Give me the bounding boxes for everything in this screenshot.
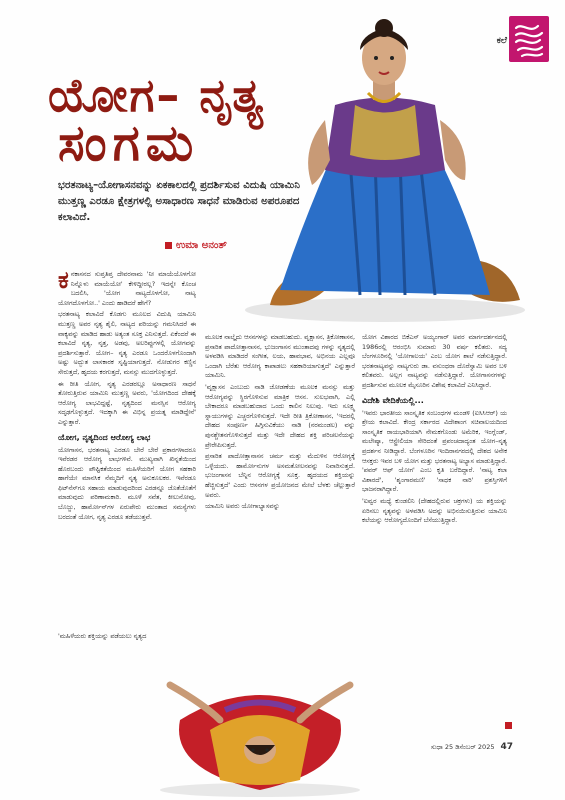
article-column-1-end [58,632,196,644]
article-column-2 [205,333,355,514]
dancer-photo-top [240,10,530,325]
paragraph: ಮೂಲಕ ನಾಲ್ಕೈದು ಆಸನಗಳನ್ನು ಮಾಡಬಹುದು. ವೃಕ್ಷಾಸನ, ತ್ರಿಕೋಣಾಸನ, ಪ್ರಸಾರಿತ ಪಾದೋತ್ತಾನಾಸನ, ಭುಜಂಗಾಸನ ಮುಂತಾದವು ಗಳನ್ನು ನೃತ್ಯದಲ್ಲಿ ಅಳವಡಿಸಿ ಮಾಡಿದರೆ ಸಂಗೀತ, ಲಯ, ಹಾವಭಾವ, ಅಭಿನಯ ಎಲ್ಲವೂ ಒಂದಾಗಿ ಬೆರೆತು ಆರೋಗ್ಯ ಕಾಪಾಡಲು ಸಹಕಾರಿಯಾಗುತ್ತದೆ' ಎನ್ನುತ್ತಾರೆ ಯಾಮಿನಿ. [205,333,355,380]
byline-marker-icon [165,242,172,249]
article-end-marker-icon [505,722,512,729]
paragraph: ಪ್ರಸಾರಿತ ಪಾದೋತ್ತಾನಾಸನ ಚರ್ಮ ಮತ್ತು ಮೆದುಳಿನ ಆರೋಗ್ಯಕ್ಕೆ ಒಳ್ಳೆಯದು. ಹಾರ್ಮೋನುಗಳ ಅಸಮತೋಲನವನ್ನು ನಿವಾರಿಸುತ್ತದೆ. ಭುಜಂಗಾಸನ ಬೆನ್ನಿನ ಆರೋಗ್ಯಕ್ಕೆ ಸೂಕ್ತ. ಹೃದಯದ ಶಕ್ತಿಯನ್ನು ಹೆಚ್ಚಿಸುತ್ತದೆ' ಎಂದು ಆಸನಗಳ ಪ್ರಯೋಜನದ ಮೇಲೆ ಬೆಳಕು ಚೆಲ್ಲುತ್ತಾರೆ ಅವರು. [205,452,355,499]
article-subhead: ಭರತನಾಟ್ಯ–ಯೋಗಾಸನವನ್ನು ಏಕಕಾಲದಲ್ಲಿ ಪ್ರದರ್ಶಿಸುವ ವಿದುಷಿ ಯಾಮಿನಿ ಮುತ್ತಣ್ಣ ಎರಡೂ ಕ್ಷೇತ್ರಗಳಲ್ಲಿ ಅಸಾಧಾರಣ ಸಾಧನೆ ಮಾಡಿರುವ ಅಪರೂಪದ ಕಲಾವಿದೆ. [58,180,301,223]
byline [165,240,227,251]
article-title-line1: ಯೋಗ– ನೃತ್ಯ [48,68,266,122]
paragraph: 'ಐವ್ವರ ಮಧ್ಯೆ ಕುಂಡಲಿನಿ (ದೇಹದಲ್ಲಿರುವ ಚಕ್ರಗಳು) ಯ ಶಕ್ತಿಯನ್ನು ಏರಿಸಲು ನೃತ್ಯವನ್ನು ಅಳವಡಿಸಿ ಅದನ್ನು ಅಭಿನಯಿಸುತ್ತಿರುವ ಯಾಮಿನಿ ಕಲೆಯನ್ನು ಆರೋಗ್ಯದೊಂದಿಗೆ ಬೆಸೆಯುತ್ತಿದ್ದಾರೆ. [362,496,507,525]
paragraph: ಯಾಮಿನಿ ಅವರು ಯೋಗಾಭ್ಯಾಸವನ್ನು [205,502,280,511]
drop-cap: ಕ [58,266,69,294]
paragraph: 'ಇವರು ಭಾರತೀಯ ಸಾಂಸ್ಕೃತಿಕ ಸಂಬಂಧಗಳ ಮಂಡಳಿ (ಐಸಿಸಿಆರ್) ಯ ಶ್ರೇಯ ಕಲಾವಿದೆ. ಕೇಂದ್ರ ಸರ್ಕಾರದ ವಿದೇಶಾಂಗ ಸಚಿವಾಲಯದಿಂದ ಸಾಂಸ್ಕೃತಿಕ ರಾಯಭಾರಿಯಾಗಿ ನೇಮಕಗೊಂಡು ಅಮೆರಿಕ, ಇಂಗ್ಲೆಂಡ್, ಮಲೇಷ್ಯಾ, ಆಸ್ಟ್ರೇಲಿಯಾ ಸೇರಿದಂತೆ ಪ್ರಪಂಚದಾದ್ಯಂತ ಯೋಗ–ನೃತ್ಯ ಪ್ರದರ್ಶನ ನೀಡಿದ್ದಾರೆ. ಬೆಂಗಳೂರಿನ ಇಂದಿರಾನಗರದಲ್ಲಿ ದೇಶದ ಅನೇಕ ಆಸಕ್ತರು ಇವರ ಬಳಿ ಯೋಗ ಮತ್ತು ಭರತನಾಟ್ಯ ಅಭ್ಯಾಸ ಮಾಡುತ್ತಿದ್ದಾರೆ. 'ಪವರ್ ಆಫ್ ಯೋಗ' ಎಂಬ ಕೃತಿ ಬರೆದಿದ್ದಾರೆ. 'ನಾಟ್ಯ ಕಲಾ ವಿಶಾರದೆ', 'ಶೃಂಗಾರಮಣಿ' 'ಸಾಧಕ ನಾರಿ' ಪ್ರಶಸ್ತಿಗಳಿಗೆ ಭಾಜನರಾಗಿದ್ದಾರೆ. [362,408,507,494]
page-number: 47 [500,742,513,752]
page-footer [431,742,513,752]
article-column-3 [362,333,507,528]
publication-info: ಸುಧಾ 25 ಡಿಸೆಂಬರ್ 2025 [430,743,495,751]
paragraph: ಯೋಗ ವಿಶಾರದ ಬಿಕೆಎಸ್ ಅಯ್ಯಂಗಾರ್ ಅವರ ಮಾರ್ಗದರ್ಶನದಲ್ಲಿ 1986ರಲ್ಲಿ ಆರಂಭಿಸಿ ಸುಮಾರು 30 ವರ್ಷ ಕಲಿತರು. ಸದ್ಯ ಬೆಂಗಳೂರಿನಲ್ಲಿ 'ಯೋಗಾಲಯ' ಎಂಬ ಯೋಗ ಶಾಲೆ ನಡೆಸುತ್ತಿದ್ದಾರೆ. ಭರತನಾಟ್ಯವನ್ನು ನಾಟ್ಯಗುರು ಡಾ. ವಸುಂಧರಾ ದೊರೆಸ್ವಾಮಿ ಅವರ ಬಳಿ ಕಲಿತವರು. ಅಲ್ಲಗ ನಾಟ್ಯವನ್ನು ನಡೆಸುತ್ತಿದ್ದಾರೆ. ಯೋಗಾಸನಗಳನ್ನು ಪ್ರದರ್ಶಿಸುವ ಮೂಲಕ ಮೈಸೂರಿನ ವಿಶೇಷ ಕಲಾವಿದೆ ಎನಿಸಿದ್ದಾರೆ. [362,333,507,389]
byline-author: ಉಮಾ ಅನಂತ್ [176,240,227,251]
paragraph: 'ವೃಕ್ಷಾಸನ ಎಂಬುದು ನಾಡಿ ಜೋಡಣೆಯ ಮೂಲಕ ಮನಸ್ಸು ಮತ್ತು ಆರೋಗ್ಯವನ್ನು ಸ್ಥಿರಗೊಳಿಸುವ ಮಾತ್ರಿಕ ಆಸನ. ಸುಲಭವಾಗಿ, ಎಲ್ಲಿ ಬೇಕಾದರೂ ಮಾಡಬಹುದಾದ ಒಂದು ಕಾಲಿನ ನಿಲುವು. ಇದು ಸೂಕ್ಷ್ಮ ಸ್ನಾಯುಗಳನ್ನು ಎಚ್ಚರಗೊಳಿಸುತ್ತದೆ. ಇದೇ ರೀತಿ ತ್ರಿಕೋಣಾಸನ, 'ಇದರಲ್ಲಿ ದೇಹದ ಸಂಪೂರ್ಣ ಹಿಗ್ಗಿಸುವಿಕೆಯು ನಾಡಿ (ನರಮಂಡಲ) ವನ್ನು ಪುನಶ್ಚೇತನಗೊಳಿಸುತ್ತದೆ ಮತ್ತು ಇದೇ ದೇಹದ ಶಕ್ತಿ ಪರಿಚಲನೆಯನ್ನು ಪ್ರೇರೇಪಿಸುತ್ತದೆ. [205,382,355,449]
paragraph: ಯೋಗಾಸನ, ಭರತನಾಟ್ಯ ಎರಡೂ ಬೇರೆ ಬೇರೆ ಪ್ರಕಾರಗಳಾದರೂ ಇವೆರಡರ ಆರೋಗ್ಯ ಲಾಭಗಳಿವೆ. ಮುಖ್ಯವಾಗಿ ಖಿನ್ನತೆಯಿಂದ ಹೊರಬಂದು ಪೌಷ್ಟಿಕತೆಯಿಂದ ಮಹಿಳೆಯರಿಗೆ ಯೋಗ ಸಹಕಾರಿ ಹಾಗೆಯೇ ಮಾನಸಿಕ ನೆಮ್ಮದಿಗೆ ನೃತ್ಯ ಅನುಕೂಲಕರ. ಇವೆರಡೂ ಫಿಟ್‌ನೆಸ್‌ಗೂ ಸಹಾಯ ಮಾಡುವುದರಿಂದ ಎರಡನ್ನೂ ಜೊತೆಜೊತೆಗೆ ಮಾಡುವುದು ಪರಿಣಾಮಕಾರಿ. ಮೂಳೆ ಸವೆತ, ಕೀಲುನೋವು, ಬೊಜ್ಜು, ಹಾರ್ಮೋನ್‌ಗಳ ಏರುಪೇರು ಮುಂತಾದ ಸಮಸ್ಯೆಗಳು ಬರದಂತೆ ಯೋಗ, ನೃತ್ಯ ಎರಡೂ ತಡೆಯುತ್ತವೆ. [58,445,196,521]
paragraph: ಕನಕಾಸನದ ಸುಪ್ತತಿಪ್ತ ದೇವರನಾಮ 'ನೀ ಮಾಯೆಯೊಳಗೋ ನಿನ್ನೊಳು ಮಾಯೆಯೋ' ಕೇಳಿದ್ದೀರಲ್ಲ? ಇದನ್ನೇ ಕೊಂಚ ಬದಲಿಸಿ, 'ಯೋಗ ನಾಟ್ಯದೊಳಗೋ, ನಾಟ್ಯ ಯೋಗದೊಳಗೋ..' ಎಂದು ಹಾಡಿದರೆ ಹೇಗೆ? [58,266,196,307]
paragraph: ಈ ರೀತಿ ಯೋಗ, ನೃತ್ಯ ಎರಡರಲ್ಲೂ ಅಸಾಧಾರಣ ಸಾಧನೆ ತೋರುತ್ತಿರುವ ಯಾಮಿನಿ ಮುತ್ತಣ್ಣ ಅವರು, 'ಯೋಗದಿಂದ ದೇಹಕ್ಕೆ ಆರೋಗ್ಯ ಲಾಭವಿದ್ದಷ್ಟೆ, ನೃತ್ಯದಿಂದ ಮನಸ್ಸಿನ ಆರೋಗ್ಯ ಸದೃಢಗೊಳ್ಳುತ್ತದೆ. ಇದಕ್ಕಾಗಿ ಈ ವಿಭಿನ್ನ ಪ್ರಯತ್ನ ಮಾಡಿದ್ದೇನೆ' ಎನ್ನುತ್ತಾರೆ. [58,379,196,426]
section-heading: ಯೋಗ, ನೃತ್ಯದಿಂದ ಆರೋಗ್ಯ ಲಾಭ [58,431,151,442]
dancer-photo-bottom [150,650,370,798]
section-heading: ವಿದೇಶಿ ವೇದಿಕೆಯಲ್ಲಿ... [362,394,424,405]
article-column-1 [58,266,196,524]
paragraph: ಭರತನಾಟ್ಯ ಕಲಾವಿದೆ ಕೊಡಗು ಮೂಲದ ವಿದುಷಿ ಯಾಮಿನಿ ಮುತ್ತಣ್ಣ ಅವರ ನೃತ್ಯ ಶೈಲಿ, ನಾಟ್ಯದ ಪರಿಯನ್ನು ಗಮನಿಸಿದರೆ ಈ ವಾಕ್ಯವನ್ನು ಮಾಡಿದ ಹಾಡು ಅತ್ಯಂತ ಸೂಕ್ತ ಎನಿಸುತ್ತದೆ. ಏಕೆಂದರೆ ಈ ಕಲಾವಿದೆ ನೃತ್ಯ, ನೃತ್ತ, ಅಡವು, ಅಲರಿಪ್ಪುಗಳಲ್ಲಿ ಯೋಗವನ್ನು ಪ್ರದರ್ಶಿಸುತ್ತಾರೆ. ಯೋಗ– ನೃತ್ಯ ಎರಡೂ ಒಂದರೊಳಗೊಂದಾಗಿ ಅಷ್ಟು ಅದ್ಭುತ ಲಾಸಕಾರಕ ಸೃಷ್ಟಿಯಾಗುತ್ತದೆ. ನೋಡುಗರ ಕಣ್ಣಿನ ಸೇರುತ್ತದೆ, ಹೃದಯ ಕರಗುತ್ತದೆ, ಮನಸ್ಸು ಮುದಗೊಳ್ಳುತ್ತದೆ. [58,310,196,376]
paragraph: 'ಮಹಿಳೆಯರು ಶಕ್ತಿಯನ್ನು ಪಡೆಯಲು ನೃತ್ಯದ [58,632,147,640]
article-title-line2: ಸಂಗಮ [58,114,200,172]
section-label: ಕಲೆ [496,36,507,46]
